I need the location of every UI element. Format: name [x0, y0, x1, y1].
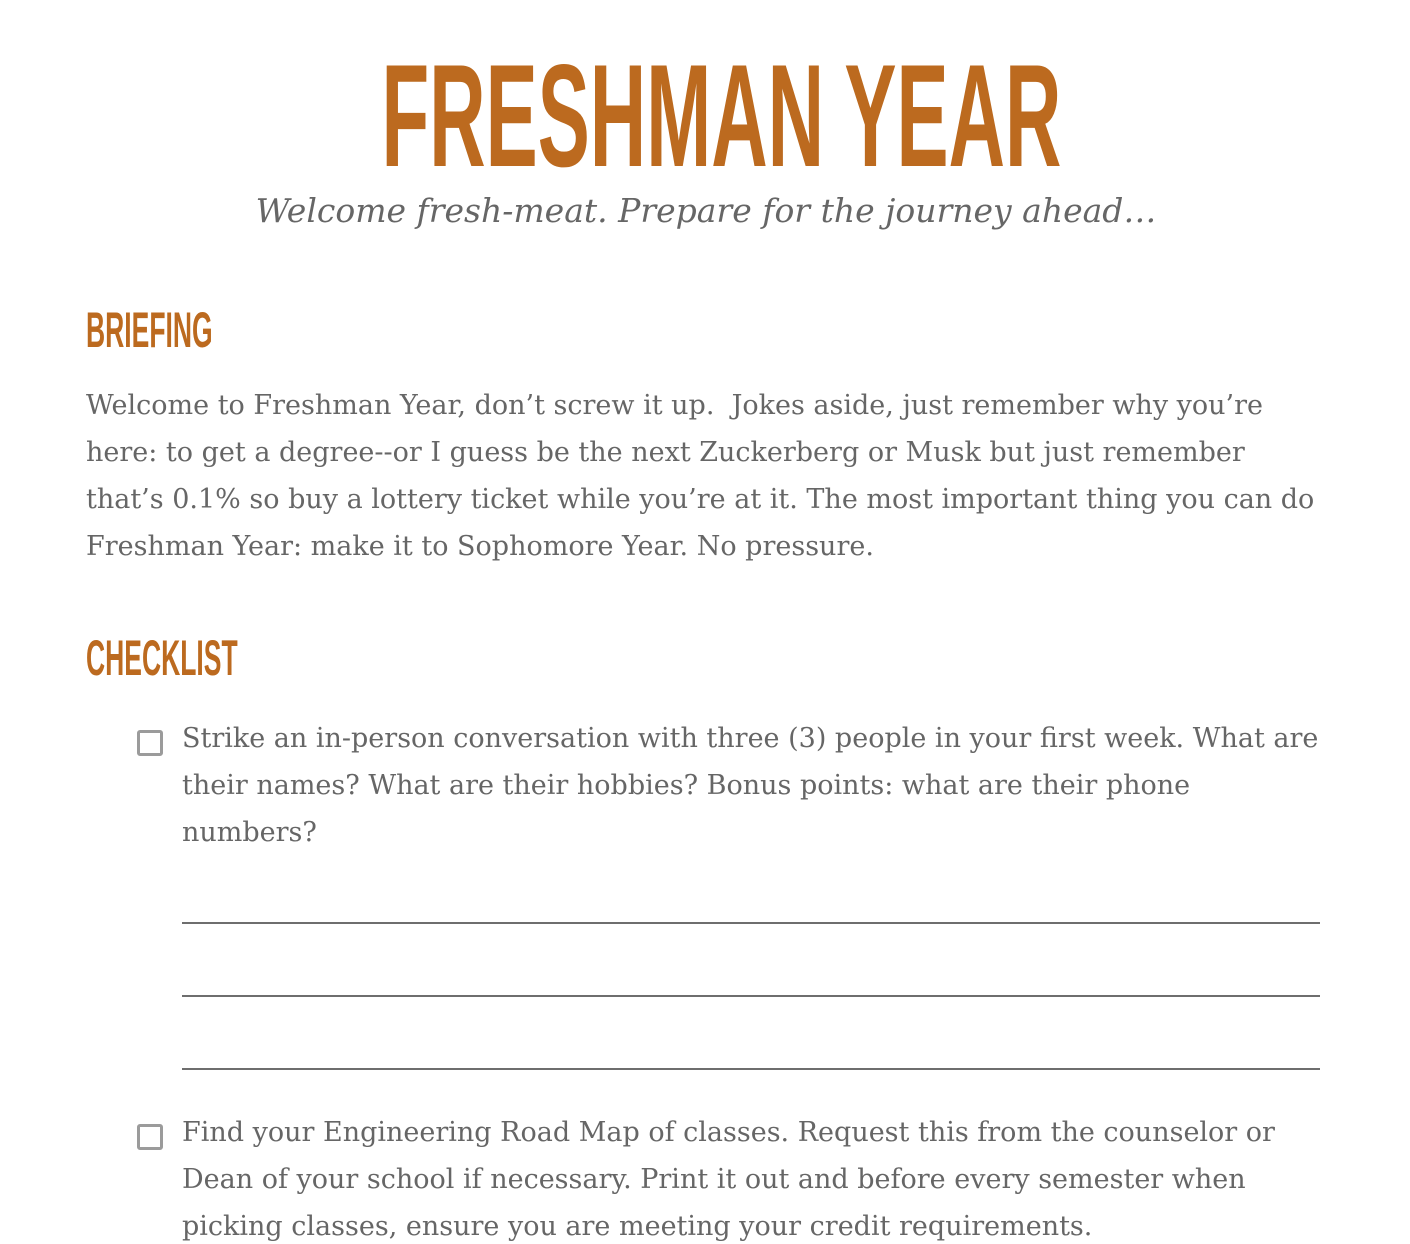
checklist-item [86, 715, 1326, 856]
checkbox-icon[interactable] [137, 730, 163, 756]
checklist-item-text: Find your Engineering Road Map of classes. Request this from the counselor or Dean of your school if necessary. Print it out and before every semester when picking classes, ensure you are meeting your credit requirements. [182, 1117, 1275, 1242]
checklist-heading-row [86, 630, 1326, 686]
write-in-line [182, 1068, 1320, 1070]
checklist-heading: CHECKLIST [86, 630, 238, 686]
page-subtitle: Welcome fresh-meat. Prepare for the journey ahead… [255, 191, 1157, 230]
page-title: FRESHMAN YEAR [381, 34, 1062, 197]
content-column [86, 0, 1326, 1244]
briefing-heading-row [86, 302, 1326, 358]
write-in-line [182, 995, 1320, 997]
title-row [86, 34, 1326, 197]
checklist-item-text: Strike an in-person conversation with three (3) people in your first week. What are their names? What are their hobbies? Bonus points: what are their phone numbers? [182, 723, 1319, 848]
write-in-line [182, 922, 1320, 924]
write-in-lines [182, 922, 1320, 1070]
briefing-heading: BRIEFING [86, 302, 213, 358]
briefing-paragraph: Welcome to Freshman Year, don’t screw it up. Jokes aside, just remember why you’re here: to get a degree--or I guess be the next Zuckerberg or Musk but just remember that’s 0.1% so buy a lottery ticket while you’re at it. The most important thing you can do Freshman Year: make it to Sophomore Year. No pressure. [86, 390, 1323, 562]
checkbox-icon[interactable] [137, 1124, 163, 1150]
checklist-item [86, 1109, 1326, 1244]
